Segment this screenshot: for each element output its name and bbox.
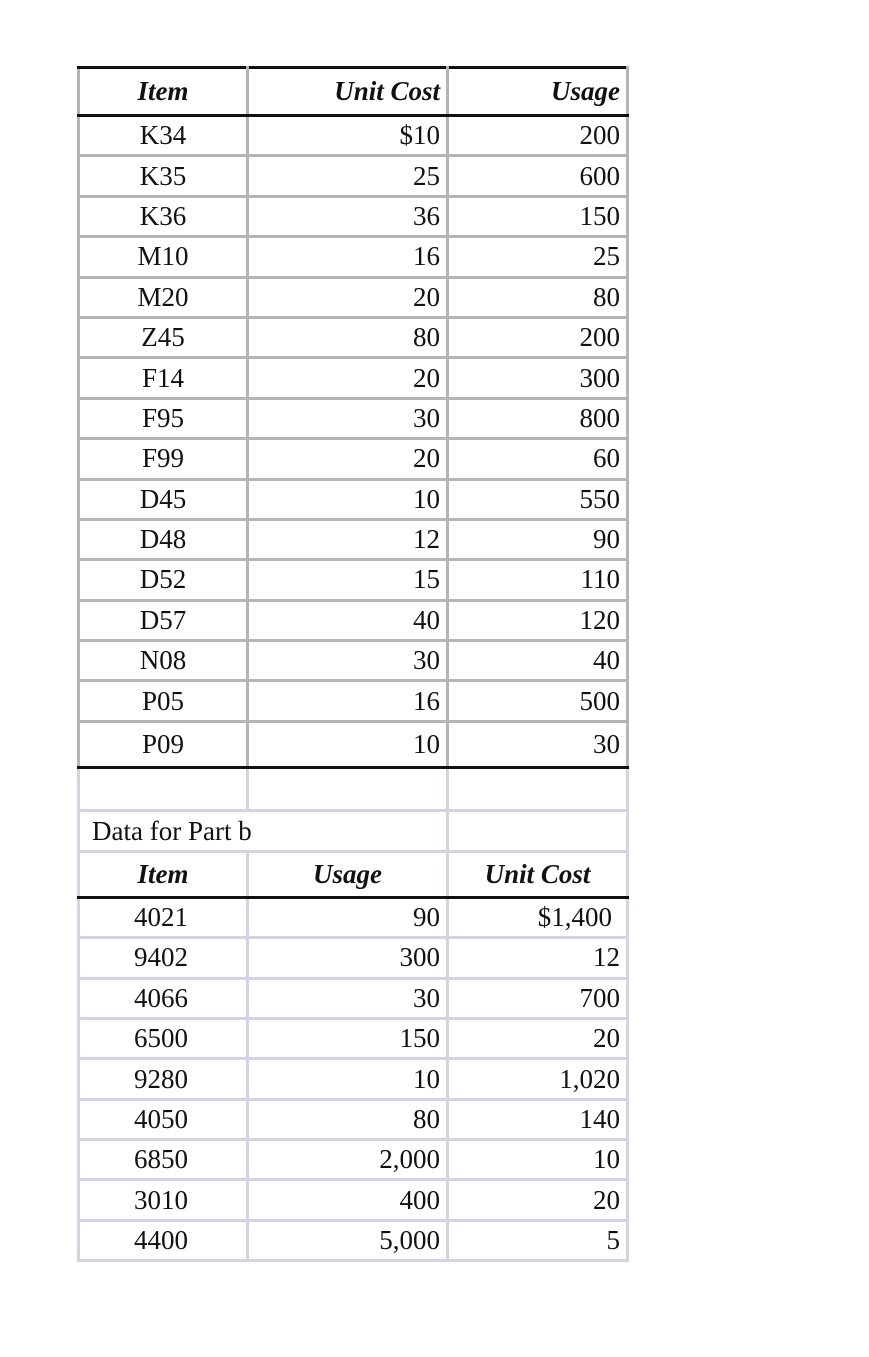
part-b-caption-row	[79, 811, 628, 851]
item-cell[interactable]: F14	[79, 358, 248, 398]
item-cell[interactable]: P05	[79, 681, 248, 721]
unit-cost-cell[interactable]: 25	[248, 156, 448, 196]
item-cell[interactable]: P09	[79, 721, 248, 767]
usage-cell[interactable]: 200	[448, 317, 628, 357]
unit-cost-cell[interactable]: 20	[448, 1018, 628, 1058]
usage-cell[interactable]: 150	[448, 196, 628, 236]
table-row	[79, 1099, 628, 1139]
unit-cost-cell[interactable]: 20	[248, 439, 448, 479]
unit-cost-cell[interactable]: 30	[248, 641, 448, 681]
table-row	[79, 681, 628, 721]
table-row	[79, 317, 628, 357]
table-row	[79, 1180, 628, 1220]
unit-cost-cell[interactable]: 30	[248, 398, 448, 438]
item-cell[interactable]: 4066	[79, 978, 248, 1018]
unit-cost-cell[interactable]: 700	[448, 978, 628, 1018]
item-cell[interactable]: 3010	[79, 1180, 248, 1220]
item-cell[interactable]: Z45	[79, 317, 248, 357]
item-cell[interactable]: M20	[79, 277, 248, 317]
usage-cell[interactable]: 80	[448, 277, 628, 317]
table-row	[79, 560, 628, 600]
unit-cost-cell[interactable]: 16	[248, 237, 448, 277]
table-row	[79, 196, 628, 236]
usage-cell[interactable]: 25	[448, 237, 628, 277]
unit-cost-cell[interactable]: 10	[448, 1140, 628, 1180]
usage-cell[interactable]: 30	[248, 978, 448, 1018]
item-cell[interactable]: N08	[79, 641, 248, 681]
part-a-header-item[interactable]: Item	[79, 68, 248, 116]
unit-cost-cell[interactable]: 10	[248, 479, 448, 519]
table-row	[79, 479, 628, 519]
item-cell[interactable]: M10	[79, 237, 248, 277]
unit-cost-cell[interactable]: 80	[248, 317, 448, 357]
part-b-caption: Data for Part b	[92, 815, 252, 846]
unit-cost-cell[interactable]: 20	[248, 358, 448, 398]
unit-cost-cell[interactable]: 12	[448, 938, 628, 978]
part-b-body	[79, 769, 628, 1261]
unit-cost-cell[interactable]: 140	[448, 1099, 628, 1139]
table-row	[79, 237, 628, 277]
item-cell[interactable]: 6850	[79, 1140, 248, 1180]
item-cell[interactable]: K36	[79, 196, 248, 236]
part-a-header-usage[interactable]: Usage	[448, 68, 628, 116]
usage-cell[interactable]: 150	[248, 1018, 448, 1058]
unit-cost-cell[interactable]: 20	[448, 1180, 628, 1220]
part-b-table	[77, 769, 629, 1262]
usage-cell[interactable]: 800	[448, 398, 628, 438]
item-cell[interactable]: K34	[79, 116, 248, 156]
usage-cell[interactable]: 600	[448, 156, 628, 196]
usage-cell[interactable]: 10	[248, 1059, 448, 1099]
unit-cost-cell[interactable]: 12	[248, 519, 448, 559]
unit-cost-cell[interactable]: 5	[448, 1220, 628, 1260]
part-b-header-item[interactable]: Item	[79, 851, 248, 897]
usage-cell[interactable]: 400	[248, 1180, 448, 1220]
unit-cost-cell[interactable]: 10	[248, 721, 448, 767]
table-row	[79, 1018, 628, 1058]
usage-cell[interactable]: 90	[448, 519, 628, 559]
item-cell[interactable]: 9402	[79, 938, 248, 978]
table-row	[79, 398, 628, 438]
usage-cell[interactable]: 550	[448, 479, 628, 519]
unit-cost-cell[interactable]: 36	[248, 196, 448, 236]
empty-cell[interactable]	[248, 769, 448, 811]
usage-cell[interactable]: 60	[448, 439, 628, 479]
item-cell[interactable]: D48	[79, 519, 248, 559]
table-row	[79, 519, 628, 559]
item-cell[interactable]: F99	[79, 439, 248, 479]
spacer-row	[79, 769, 628, 811]
table-row	[79, 156, 628, 196]
part-b-header-usage[interactable]: Usage	[248, 851, 448, 897]
spreadsheet	[77, 66, 626, 1262]
usage-cell[interactable]: 500	[448, 681, 628, 721]
table-row	[79, 600, 628, 640]
item-cell[interactable]: 4021	[79, 897, 248, 937]
part-a-body	[79, 116, 628, 768]
table-row	[79, 116, 628, 156]
table-row	[79, 897, 628, 937]
table-row	[79, 1140, 628, 1180]
usage-cell[interactable]: 200	[448, 116, 628, 156]
item-cell[interactable]: 4400	[79, 1220, 248, 1260]
item-cell[interactable]: D52	[79, 560, 248, 600]
part-b-header-unit-cost[interactable]: Unit Cost	[448, 851, 628, 897]
item-cell[interactable]: D45	[79, 479, 248, 519]
table-row	[79, 978, 628, 1018]
part-a-header-row	[79, 68, 628, 116]
unit-cost-cell[interactable]: 20	[248, 277, 448, 317]
unit-cost-cell[interactable]: $1,400	[448, 897, 628, 937]
empty-cell[interactable]	[79, 769, 248, 811]
empty-cell[interactable]	[448, 769, 628, 811]
unit-cost-cell[interactable]: 15	[248, 560, 448, 600]
table-row	[79, 358, 628, 398]
unit-cost-cell[interactable]: $10	[248, 116, 448, 156]
usage-cell[interactable]: 120	[448, 600, 628, 640]
table-row	[79, 439, 628, 479]
part-a-header-unit-cost[interactable]: Unit Cost	[248, 68, 448, 116]
table-row	[79, 277, 628, 317]
item-cell[interactable]: D57	[79, 600, 248, 640]
usage-cell[interactable]: 90	[248, 897, 448, 937]
usage-cell[interactable]: 30	[448, 721, 628, 767]
usage-cell[interactable]: 5,000	[248, 1220, 448, 1260]
usage-cell[interactable]: 300	[448, 358, 628, 398]
usage-cell[interactable]: 110	[448, 560, 628, 600]
item-cell[interactable]: 4050	[79, 1099, 248, 1139]
table-row	[79, 938, 628, 978]
unit-cost-cell[interactable]: 40	[248, 600, 448, 640]
part-a-table	[77, 66, 629, 769]
usage-cell[interactable]: 80	[248, 1099, 448, 1139]
usage-cell[interactable]: 300	[248, 938, 448, 978]
item-cell[interactable]: 9280	[79, 1059, 248, 1099]
unit-cost-cell[interactable]: 1,020	[448, 1059, 628, 1099]
table-row	[79, 641, 628, 681]
item-cell[interactable]: K35	[79, 156, 248, 196]
item-cell[interactable]: F95	[79, 398, 248, 438]
part-b-header-row	[79, 851, 628, 897]
unit-cost-cell[interactable]: 16	[248, 681, 448, 721]
item-cell[interactable]: 6500	[79, 1018, 248, 1058]
empty-cell[interactable]	[448, 811, 628, 851]
part-b-caption-cell[interactable]	[79, 811, 448, 851]
usage-cell[interactable]: 2,000	[248, 1140, 448, 1180]
table-row	[79, 1220, 628, 1260]
table-row	[79, 1059, 628, 1099]
table-row	[79, 721, 628, 767]
usage-cell[interactable]: 40	[448, 641, 628, 681]
